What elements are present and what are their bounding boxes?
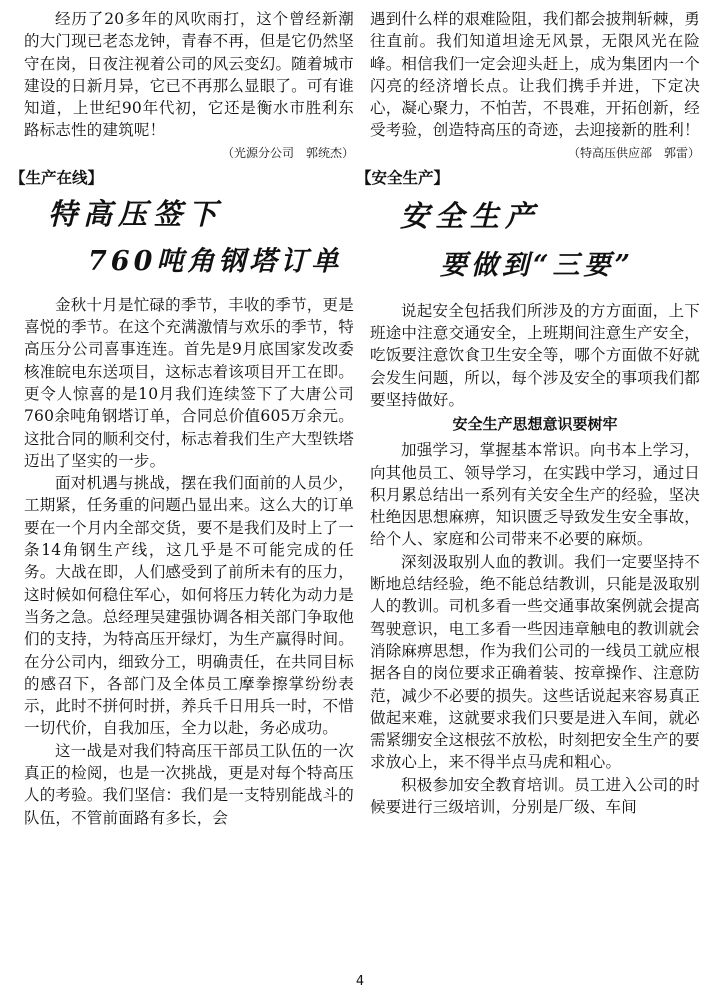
section-tag-production: 【生产在线】 xyxy=(10,168,104,187)
intro-signature: （光源分公司 郭统杰） xyxy=(221,145,354,160)
safety-headline-line1: 安全生产 xyxy=(400,198,541,233)
safety-paragraph: 加强学习，掌握基本常识。向书本上学习，向其他员工、领导学习，在实践中学习，通过日积月累总结出一系列有关安全生产的经验，坚决杜绝因思想麻痹，知识匮乏导致发生安全事故，给个人、家庭和公司带来不必要的麻烦。 xyxy=(370,441,700,549)
continued-signature: （特高压供应部 郭雷） xyxy=(567,145,700,160)
right-column xyxy=(356,8,700,818)
article-headline-line1: 特高压签下 xyxy=(48,196,224,231)
article-paragraph: 面对机遇与挑战，摆在我们面前的人员少，工期紧，任务重的问题凸显出来。这么大的订单要在一个月内全部交货，要不是我们及时上了一条14角钢生产线，这几乎是不可能完成的任务。大战在即，人们感受到了前所未有的压力，这时候如何稳住军心，如何将压力转化为动力是当务之急。总经理吴建强协调各相关部门争取他们的支持，为特高压开绿灯，为生产赢得时间。在分公司内，细致分工，明确责任，在共同目标的感召下，各部门及全体员工摩拳擦掌纷纷表示，此时不拼何时拼，养兵千日用兵一时，不惜一切代价，自我加压，全力以赴，务必成功。 xyxy=(24,474,354,738)
left-column xyxy=(10,8,354,829)
safety-paragraph: 深刻汲取别人血的教训。我们一定要坚持不断地总结经验，绝不能总结教训，只能是汲取别人的教训。司机多看一些交通事故案例就会提高驾驶意识，电工多看一些因违章触电的教训就会消除麻痹思想，作为我们公司的一线员工就应根据各自的岗位要求正确着装、按章操作、注意防范，减少不必要的损失。这些话说起来容易真正做起来难，这就要求我们只要是进入车间，就必需紧绷安全这根弦不放松，时刻把安全生产的要求放心上，来不得半点马虎和粗心。 xyxy=(370,552,700,772)
article-paragraph: 这一战是对我们特高压干部员工队伍的一次真正的检阅，也是一次挑战，更是对每个特高压人的考验。我们坚信：我们是一支特别能战斗的队伍，不管前面路有多长，会 xyxy=(24,741,354,827)
safety-headline-line2: 要做到“三要” xyxy=(440,249,635,281)
continued-paragraph: 遇到什么样的艰难险阻，我们都会披荆斩棘，勇往直前。我们知道坦途无风景，无限风光在险峰。相信我们一定会迎头赶上，成为集团内一个闪亮的经济增长点。让我们携手并进，下定决心，凝心聚力，不怕苦，不畏难，开拓创新，经受考验，创造特高压的奇迹，去迎接新的胜利！ xyxy=(370,10,700,140)
safety-subheading: 安全生产思想意识要树牢 xyxy=(452,415,618,434)
intro-paragraph: 经历了20多年的风吹雨打，这个曾经新潮的大门现已老态龙钟，青春不再，但是它仍然坚守在岗，日夜注视着公司的风云变幻。随着城市建设的日新月异，它已不再那么显眼了。可有谁知道，上世纪90年代初，它还是衡水市胜利东路标志性的建筑呢！ xyxy=(24,10,354,140)
article-paragraph: 金秋十月是忙碌的季节，丰收的季节，更是喜悦的季节。在这个充满激情与欢乐的季节，特高压分公司喜事连连。首先是9月底国家发改委核准皖电东送项目，这标志着该项目开工在即。更令人惊喜的是10月我们连续签下了大唐公司760余吨角钢塔订单，合同总价值605万余元。这批合同的顺利交付，标志着我们生产大型铁塔迈出了坚实的一步。 xyxy=(24,295,354,470)
article-headline-line2: 760吨角钢塔订单 xyxy=(88,245,343,277)
safety-paragraph: 积极参加安全教育培训。员工进入公司的时候要进行三级培训，分别是厂级、车间 xyxy=(370,775,700,817)
section-tag-safety: 【安全生产】 xyxy=(356,168,450,187)
safety-intro-paragraph: 说起安全包括我们所涉及的方方面面，上下班途中注意交通安全，上班期间注意生产安全，吃饭要注意饮食卫生安全等，哪个方面做不好就会发生问题，所以，每个涉及安全的事项我们都要坚持做好。 xyxy=(370,301,700,409)
page-number: 4 xyxy=(355,974,365,989)
